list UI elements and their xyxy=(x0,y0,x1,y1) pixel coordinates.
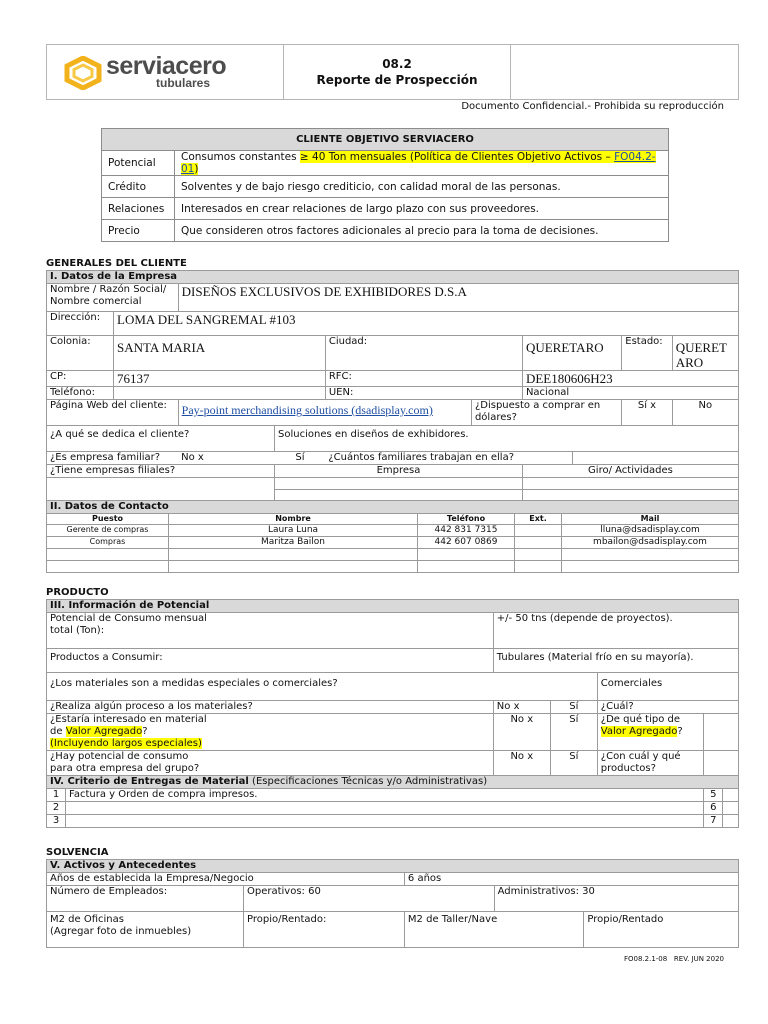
medidas-value[interactable]: Comerciales xyxy=(597,673,738,701)
footer-code: FO08.2.1-08 xyxy=(623,955,668,963)
entrega-num: 3 xyxy=(47,815,66,828)
potencial-pre: Consumos constantes xyxy=(181,151,300,163)
contact-nombre[interactable]: Maritza Bailon xyxy=(169,537,418,549)
dolares-si[interactable]: Sí x xyxy=(622,400,672,426)
web-label: Página Web del cliente: xyxy=(47,400,179,426)
anios-value[interactable]: 6 años xyxy=(404,873,738,886)
grupo-nox[interactable]: No x xyxy=(493,751,550,776)
potencial-consumo-label: Potencial de Consumo mensual total (Ton): xyxy=(47,613,494,649)
entrega-num: 5 xyxy=(704,789,723,802)
operativos-value[interactable]: Operativos: 60 xyxy=(244,886,495,912)
web-link[interactable]: Pay-point merchandising solutions (dsadisplay.com) xyxy=(178,400,471,426)
footer-rev: REV. JUN 2020 xyxy=(673,955,724,963)
entrega-text[interactable] xyxy=(66,815,704,828)
grupo-si[interactable]: Sí xyxy=(550,751,597,776)
productos-label: Productos a Consumir: xyxy=(47,649,494,673)
proceso-cual-value[interactable] xyxy=(704,701,739,714)
m2-taller-label[interactable]: M2 de Taller/Nave xyxy=(404,912,583,948)
table-row xyxy=(47,789,739,802)
ciudad-label: Ciudad: xyxy=(325,336,522,371)
precio-label: Precio xyxy=(102,220,175,242)
contact-nombre[interactable] xyxy=(169,549,418,561)
table-row xyxy=(47,549,739,561)
va-si[interactable]: Sí xyxy=(550,714,597,751)
anios-label: Años de establecida la Empresa/Negocio xyxy=(47,873,405,886)
contact-telefono[interactable] xyxy=(418,561,515,573)
entrega-text[interactable] xyxy=(723,815,739,828)
proceso-si[interactable]: Sí xyxy=(550,701,597,714)
serviacero-logo-icon xyxy=(64,56,102,90)
section1-title: I. Datos de la Empresa xyxy=(47,271,739,284)
activos-table xyxy=(46,859,739,948)
politica-link[interactable]: FO04.2-01 xyxy=(181,151,656,175)
potencial-highlight: ≥ 40 Ton mensuales (Política de Clientes Objetivo Activos – xyxy=(299,151,615,163)
entrega-num: 2 xyxy=(47,802,66,815)
telefono-value[interactable] xyxy=(114,387,326,400)
familiar-nox[interactable]: No x xyxy=(178,452,274,465)
contact-header-mail: Mail xyxy=(562,514,739,525)
section4-title xyxy=(47,776,739,789)
contactos-table xyxy=(46,500,739,573)
section3-title: III. Información de Potencial xyxy=(47,600,739,613)
contact-mail[interactable]: lluna@dsadisplay.com xyxy=(562,525,739,537)
cp-value[interactable]: 76137 xyxy=(114,371,326,387)
estado-label: Estado: xyxy=(622,336,672,371)
va-tipo-label xyxy=(597,714,704,751)
colonia-label: Colonia: xyxy=(47,336,114,371)
potencial-consumo-value[interactable]: +/- 50 tns (depende de proyectos). xyxy=(493,613,738,649)
precio-text: Que consideren otros factores adicionales al precio para la toma de decisiones. xyxy=(175,220,669,242)
va-tipo-highlight: Valor Agregado xyxy=(600,726,678,737)
administrativos-value[interactable]: Administrativos: 30 xyxy=(494,886,738,912)
filial-giro-1[interactable] xyxy=(522,478,738,490)
logo-cell xyxy=(47,45,284,100)
contact-puesto[interactable]: Compras xyxy=(47,537,169,549)
header-empty-cell xyxy=(511,45,739,100)
va-label-part2: ? xyxy=(142,726,148,737)
dolares-no[interactable]: No xyxy=(672,400,738,426)
contact-ext[interactable] xyxy=(515,561,562,573)
proceso-cual: ¿Cuál? xyxy=(597,701,704,714)
contact-header-telefono: Teléfono xyxy=(418,514,515,525)
credito-label: Crédito xyxy=(102,176,175,198)
logo-sub-text: tubulares xyxy=(156,76,211,90)
filiales-label: ¿Tiene empresas filiales? xyxy=(47,465,275,478)
logo-main-text: serviacero xyxy=(106,52,227,80)
uen-label: UEN: xyxy=(325,387,522,400)
potencial-hl-end: ) xyxy=(194,163,199,175)
contact-mail[interactable] xyxy=(562,549,739,561)
contact-puesto[interactable]: Gerente de compras xyxy=(47,525,169,537)
table-row xyxy=(47,802,739,815)
contact-puesto[interactable] xyxy=(47,561,169,573)
section5-title: V. Activos y Antecedentes xyxy=(47,860,739,873)
medidas-label: ¿Los materiales son a medidas especiales o comerciales? xyxy=(47,673,598,701)
telefono-label: Teléfono: xyxy=(47,387,114,400)
rfc-label: RFC: xyxy=(325,371,522,387)
contact-telefono[interactable] xyxy=(418,549,515,561)
entrega-num: 7 xyxy=(704,815,723,828)
producto-heading: PRODUCTO xyxy=(46,587,109,598)
grupo-cual-value[interactable] xyxy=(704,751,739,776)
familiares-value[interactable] xyxy=(572,452,738,465)
giro-col-header: Giro/ Actividades xyxy=(522,465,738,478)
entrega-text[interactable] xyxy=(66,802,704,815)
empleados-label: Número de Empleados: xyxy=(47,886,244,912)
grupo-cual: ¿Con cuál y qué productos? xyxy=(597,751,704,776)
entrega-text[interactable]: Factura y Orden de compra impresos. xyxy=(66,789,704,802)
entrega-num: 1 xyxy=(47,789,66,802)
proceso-nox[interactable]: No x xyxy=(493,701,550,714)
solvencia-heading: SOLVENCIA xyxy=(46,847,109,858)
va-tipo-value[interactable] xyxy=(704,714,739,751)
dedica-label: ¿A qué se dedica el cliente? xyxy=(47,426,275,452)
direccion-label: Dirección: xyxy=(47,312,114,336)
contact-telefono[interactable]: 442 831 7315 xyxy=(418,525,515,537)
propio-rentado-oficinas[interactable]: Propio/Rentado: xyxy=(244,912,405,948)
section4-normal: (Especificaciones Técnicas y/o Administrativas) xyxy=(248,776,488,787)
table-row xyxy=(47,525,739,537)
rfc-value[interactable]: DEE180606H23 xyxy=(522,371,738,387)
relaciones-label: Relaciones xyxy=(102,198,175,220)
doc-code: 08.2 xyxy=(382,57,412,71)
grupo-label: ¿Hay potencial de consumo para otra empresa del grupo? xyxy=(47,751,494,776)
razon-label: Nombre / Razón Social/ Nombre comercial xyxy=(47,284,179,312)
entrega-text[interactable] xyxy=(723,802,739,815)
datos-empresa-table xyxy=(46,270,739,502)
proceso-label: ¿Realiza algún proceso a los materiales? xyxy=(47,701,494,714)
section2-title: II. Datos de Contacto xyxy=(47,501,739,514)
section4-bold: IV. Criterio de Entregas de Material xyxy=(50,776,249,787)
familiar-si[interactable]: Sí xyxy=(275,452,326,465)
m2-oficinas-label: M2 de Oficinas (Agregar foto de inmuebles) xyxy=(47,912,244,948)
va-tipo-part2: ? xyxy=(677,726,683,737)
cp-label: CP: xyxy=(47,371,114,387)
contact-mail[interactable] xyxy=(562,561,739,573)
empresa-col-header: Empresa xyxy=(275,465,523,478)
estado-value[interactable]: QUERET ARO xyxy=(672,336,738,371)
entrega-text[interactable] xyxy=(723,789,739,802)
relaciones-text: Interesados en crear relaciones de largo plazo con sus proveedores. xyxy=(175,198,669,220)
confidential-note: Documento Confidencial.- Prohibida su reproducción xyxy=(461,101,724,112)
va-label-highlight: Valor Agregado xyxy=(65,726,143,737)
razon-value[interactable]: DISEÑOS EXCLUSIVOS DE EXHIBIDORES D.S.A xyxy=(178,284,738,312)
familiar-label: ¿Es empresa familiar? xyxy=(47,452,179,465)
va-tipo-part1: ¿De qué tipo de xyxy=(600,714,680,725)
cliente-objetivo-table xyxy=(101,128,669,242)
generales-heading: GENERALES DEL CLIENTE xyxy=(46,258,187,269)
direccion-value[interactable]: LOMA DEL SANGREMAL #103 xyxy=(114,312,739,336)
table-row xyxy=(47,561,739,573)
contact-puesto[interactable] xyxy=(47,549,169,561)
ciudad-value[interactable]: QUERETARO xyxy=(522,336,621,371)
va-label-part3: (Incluyendo largos especiales) xyxy=(50,738,202,749)
uen-value[interactable]: Nacional xyxy=(522,387,738,400)
contact-header-nombre: Nombre xyxy=(169,514,418,525)
credito-text: Solventes y de bajo riesgo crediticio, con calidad moral de las personas. xyxy=(175,176,669,198)
propio-rentado-taller[interactable]: Propio/Rentado xyxy=(584,912,739,948)
contact-ext[interactable] xyxy=(515,525,562,537)
productos-value[interactable]: Tubulares (Material frío en su mayoría). xyxy=(493,649,738,673)
contact-nombre[interactable]: Laura Luna xyxy=(169,525,418,537)
va-label-part1: ¿Estaría interesado en material de xyxy=(50,714,207,737)
cliente-objetivo-title: CLIENTE OBJETIVO SERVIACERO xyxy=(102,129,669,151)
dolares-label: ¿Dispuesto a comprar en dólares? xyxy=(471,400,621,426)
table-row xyxy=(47,537,739,549)
contact-header-puesto: Puesto xyxy=(47,514,169,525)
contact-nombre[interactable] xyxy=(169,561,418,573)
entrega-num: 6 xyxy=(704,802,723,815)
dedica-value[interactable]: Soluciones en diseños de exhibidores. xyxy=(275,426,739,452)
potencial-label: Potencial xyxy=(102,151,175,176)
table-row xyxy=(47,815,739,828)
valor-agregado-label xyxy=(47,714,494,751)
contact-mail[interactable]: mbailon@dsadisplay.com xyxy=(562,537,739,549)
colonia-value[interactable]: SANTA MARIA xyxy=(114,336,326,371)
footer xyxy=(624,955,724,963)
contact-header-ext: Ext. xyxy=(515,514,562,525)
doc-title: Reporte de Prospección xyxy=(316,73,478,87)
potencial-text xyxy=(175,151,669,176)
contact-ext[interactable] xyxy=(515,537,562,549)
contact-telefono[interactable]: 442 607 0869 xyxy=(418,537,515,549)
doc-title-cell xyxy=(284,45,511,100)
va-nox[interactable]: No x xyxy=(493,714,550,751)
contact-ext[interactable] xyxy=(515,549,562,561)
familiares-label: ¿Cuántos familiares trabajan en ella? xyxy=(325,452,572,465)
potencial-table xyxy=(46,599,739,828)
filial-empresa-1[interactable] xyxy=(275,478,523,490)
header-table xyxy=(46,44,739,100)
